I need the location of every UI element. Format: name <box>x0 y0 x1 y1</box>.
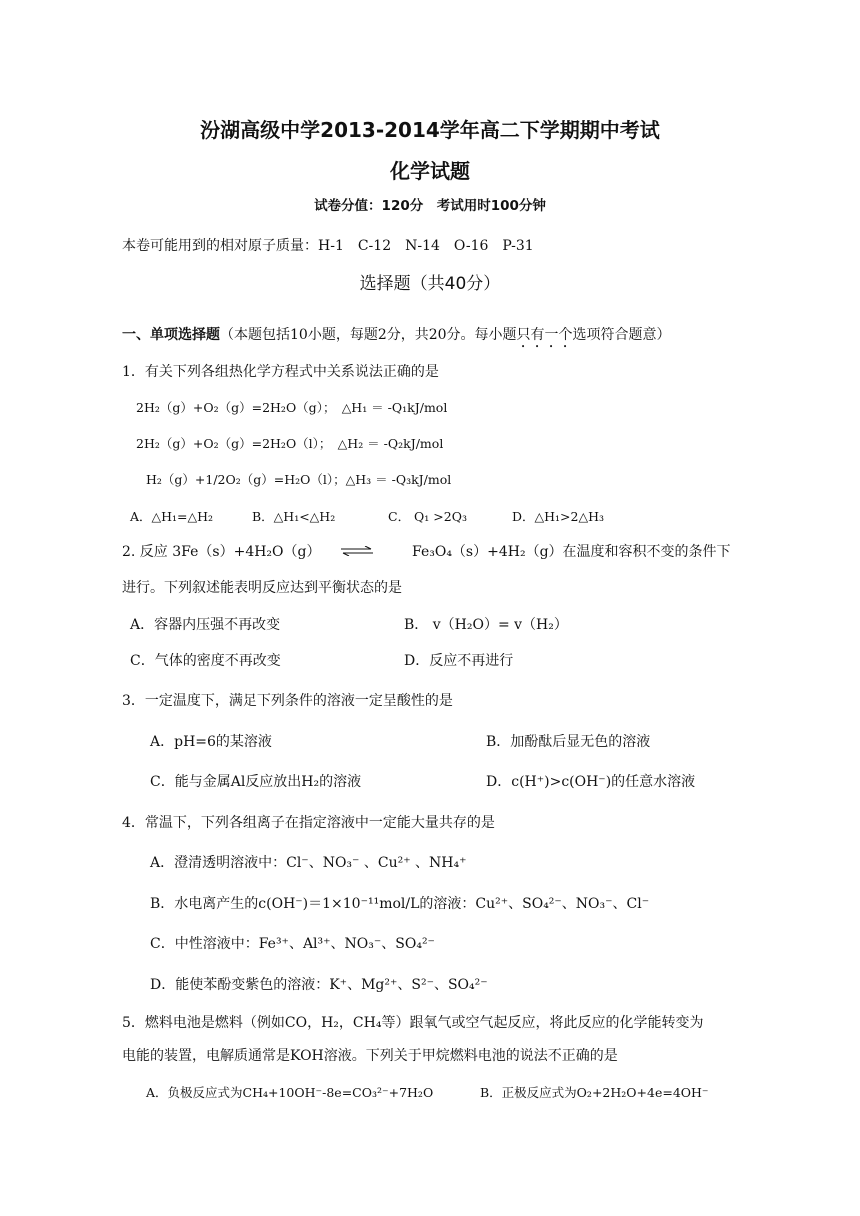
q3-option-d: D．c(H⁺)>c(OH⁻)的任意水溶液 <box>486 774 696 790</box>
q3-option-b: B．加酚酞后显无色的溶液 <box>486 734 651 750</box>
q2-option-d: D．反应不再进行 <box>404 653 514 669</box>
q2-stem-right: Fe₃O₄（s）+4H₂（g）在温度和容积不变的条件下 <box>412 544 731 560</box>
exam-subject: 化学试题 <box>390 159 470 183</box>
part-note-b: 选项符合题意） <box>572 327 671 343</box>
exam-title: 汾湖高级中学2013-2014学年高二下学期期中考试 <box>200 118 660 142</box>
q1-equation-2: 2H₂（g）+O₂（g）=2H₂O（l）； △H₂ ＝ -Q₂kJ/mol <box>136 436 444 451</box>
q1-stem: 1．有关下列各组热化学方程式中关系说法正确的是 <box>122 364 439 380</box>
q4-option-a: A．澄清透明溶液中：Cl⁻、NO₃⁻ 、Cu²⁺ 、NH₄⁺ <box>150 855 467 871</box>
q3-stem: 3．一定温度下，满足下列条件的溶液一定呈酸性的是 <box>122 693 453 709</box>
part-note-a: （本题包括10小题，每题2分，共20分。每小题 <box>220 327 517 343</box>
q5-option-a: A．负极反应式为CH₄+10OH⁻-8e=CO₃²⁻+7H₂O <box>146 1085 434 1100</box>
q4-option-b: B．水电离产生的c(OH⁻)＝1×10⁻¹¹mol/L的溶液：Cu²⁺、SO₄²⁻、NO₃⁻、Cl⁻ <box>150 896 650 912</box>
q5-stem-line2: 电能的装置，电解质通常是KOH溶液。下列关于甲烷燃料电池的说法不正确的是 <box>122 1048 618 1064</box>
q1-option-b: B．△H₁<△H₂ <box>252 509 336 524</box>
q1-equation-1: 2H₂（g）+O₂（g）=2H₂O（g）； △H₁ ＝ -Q₁kJ/mol <box>136 400 448 415</box>
q2-stem-line2: 进行。下列叙述能表明反应达到平衡状态的是 <box>122 580 402 596</box>
part-label: 一、单项选择题 <box>122 327 220 343</box>
q3-option-c: C．能与金属Al反应放出H₂的溶液 <box>150 774 362 790</box>
q4-stem: 4．常温下，下列各组离子在指定溶液中一定能大量共存的是 <box>122 815 495 831</box>
q3-option-a: A．pH=6的某溶液 <box>150 734 272 750</box>
part-instructions <box>122 325 671 351</box>
q4-option-d: D．能使苯酚变紫色的溶液：K⁺、Mg²⁺、S²⁻、SO₄²⁻ <box>150 977 488 993</box>
q2-stem-left: 2. 反应 3Fe（s）+4H₂O（g） <box>122 544 321 560</box>
q1-option-c: C． Q₁ >2Q₃ <box>388 509 467 524</box>
atomic-masses: 本卷可能用到的相对原子质量：H-1 C-12 N-14 O-16 P-31 <box>122 238 534 254</box>
q2-option-b: B． v（H₂O）= v（H₂） <box>404 617 568 633</box>
section-heading: 选择题（共40分） <box>359 274 501 294</box>
exam-info: 试卷分值：120分 考试用时100分钟 <box>314 198 546 214</box>
equilibrium-arrow-icon <box>340 546 374 556</box>
part-note-dotted: 只有一个 <box>516 327 573 343</box>
q4-option-c: C．中性溶液中：Fe³⁺、Al³⁺、NO₃⁻、SO₄²⁻ <box>150 936 435 952</box>
q5-stem-line1: 5．燃料电池是燃料（例如CO，H₂，CH₄等）跟氧气或空气起反应，将此反应的化学能转变为 <box>122 1015 704 1031</box>
q1-option-d: D．△H₁>2△H₃ <box>512 509 604 524</box>
q2-option-a: A．容器内压强不再改变 <box>130 617 281 633</box>
q1-option-a: A．△H₁=△H₂ <box>130 509 214 524</box>
q1-equation-3: H₂（g）+1/2O₂（g）=H₂O（l）；△H₃ ＝ -Q₃kJ/mol <box>146 472 452 487</box>
q2-option-c: C．气体的密度不再改变 <box>130 653 281 669</box>
q5-option-b: B．正极反应式为O₂+2H₂O+4e=4OH⁻ <box>480 1085 709 1100</box>
